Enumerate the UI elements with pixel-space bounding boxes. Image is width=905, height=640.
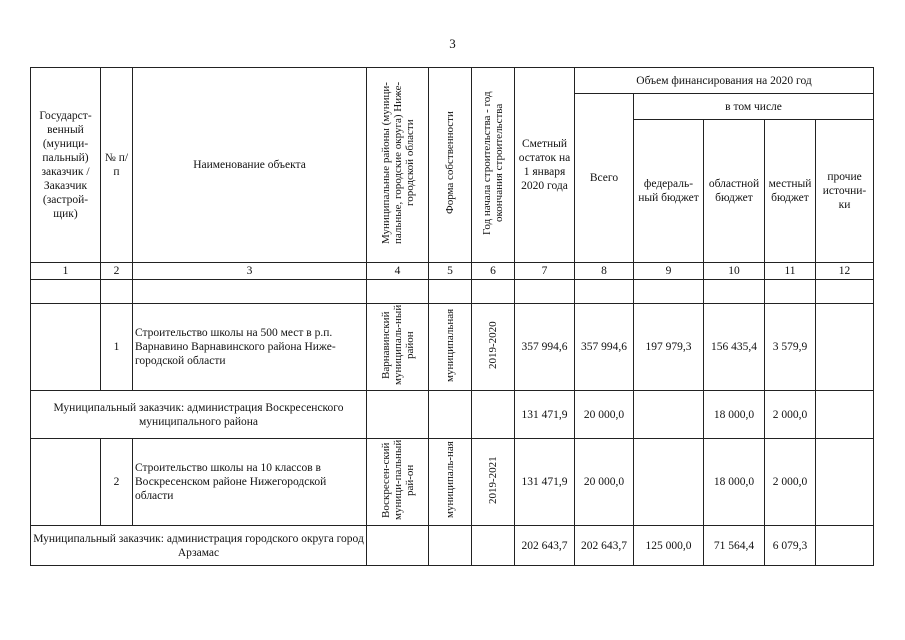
summary-estimate: 131 471,9 (515, 391, 575, 439)
table-row (31, 304, 874, 391)
header-years-text: Год начала строительства - год окончания строительства (481, 91, 505, 235)
row-other (816, 304, 874, 391)
row-ownership-text: муниципаль-ная (444, 441, 456, 519)
header-num: № п/п (101, 68, 133, 263)
col-number: 12 (816, 263, 874, 280)
row-name: Строительство школы на 10 классов в Воскресенском районе Нижегородской области (133, 439, 367, 526)
row-num: 2 (101, 439, 133, 526)
row-federal: 197 979,3 (634, 304, 704, 391)
summary-row (31, 391, 874, 439)
summary-total: 202 643,7 (575, 526, 634, 566)
row-other (816, 439, 874, 526)
summary-total: 20 000,0 (575, 391, 634, 439)
header-total: Всего (575, 94, 634, 263)
row-customer (31, 304, 101, 391)
row-total: 357 994,6 (575, 304, 634, 391)
summary-other (816, 526, 874, 566)
row-customer (31, 439, 101, 526)
header-funding: Объем финансирования на 2020 год (575, 68, 874, 94)
row-years (472, 304, 515, 391)
col-number: 8 (575, 263, 634, 280)
row-years-text: 2019-2020 (487, 321, 499, 369)
header-name: Наименование объекта (133, 68, 367, 263)
row-district-text: Воскресен-ский муници-пальный рай-он (379, 439, 416, 521)
table-row (31, 439, 874, 526)
summary-regional: 71 564,4 (704, 526, 765, 566)
row-ownership (429, 304, 472, 391)
row-total: 20 000,0 (575, 439, 634, 526)
header-districts-text: Муниципальные районы (муници-пальные, городские округа) Ниже-городской области (379, 81, 416, 245)
summary-label: Муниципальный заказчик: администрация Воскресенского муниципального района (31, 391, 367, 439)
header-estimate: Сметный остаток на 1 января 2020 года (515, 68, 575, 263)
row-district (367, 304, 429, 391)
row-estimate: 131 471,9 (515, 439, 575, 526)
row-name: Строительство школы на 500 мест в р.п. Варнавино Варнавинского района Ниже-городской области (133, 304, 367, 391)
spacer-row (31, 280, 874, 304)
summary-other (816, 391, 874, 439)
page-number: 3 (449, 36, 456, 51)
col-number: 6 (472, 263, 515, 280)
summary-regional: 18 000,0 (704, 391, 765, 439)
header-ownership-text: Форма собственности (444, 111, 456, 215)
row-estimate: 357 994,6 (515, 304, 575, 391)
col-number: 1 (31, 263, 101, 280)
header-ownership (429, 68, 472, 263)
row-local: 3 579,9 (765, 304, 816, 391)
header-regional: областной бюджет (704, 120, 765, 263)
financing-table (30, 67, 874, 566)
col-number: 5 (429, 263, 472, 280)
summary-federal: 125 000,0 (634, 526, 704, 566)
row-ownership-text: муниципальная (444, 308, 456, 382)
col-number: 9 (634, 263, 704, 280)
header-years (472, 68, 515, 263)
row-federal (634, 439, 704, 526)
header-including: в том числе (634, 94, 874, 120)
col-number: 3 (133, 263, 367, 280)
row-regional: 156 435,4 (704, 304, 765, 391)
header-other: прочие источни-ки (816, 120, 874, 263)
row-years (472, 439, 515, 526)
header-customer: Государст-венный (муници-пальный) заказчик / Заказчик (застрой-щик) (31, 68, 101, 263)
col-number: 2 (101, 263, 133, 280)
header-federal: федераль-ный бюджет (634, 120, 704, 263)
row-regional: 18 000,0 (704, 439, 765, 526)
column-numbers-row (31, 263, 874, 280)
summary-label: Муниципальный заказчик: администрация городского округа город Арзамас (31, 526, 367, 566)
header-local: местный бюджет (765, 120, 816, 263)
row-local: 2 000,0 (765, 439, 816, 526)
col-number: 10 (704, 263, 765, 280)
row-years-text: 2019-2021 (487, 456, 499, 504)
col-number: 11 (765, 263, 816, 280)
summary-estimate: 202 643,7 (515, 526, 575, 566)
col-number: 7 (515, 263, 575, 280)
summary-federal (634, 391, 704, 439)
summary-row (31, 526, 874, 566)
header-row-1 (31, 68, 874, 94)
summary-local: 6 079,3 (765, 526, 816, 566)
summary-local: 2 000,0 (765, 391, 816, 439)
col-number: 4 (367, 263, 429, 280)
row-ownership (429, 439, 472, 526)
row-num: 1 (101, 304, 133, 391)
header-districts (367, 68, 429, 263)
row-district-text: Варнавинский муниципаль-ный район (379, 304, 416, 386)
row-district (367, 439, 429, 526)
